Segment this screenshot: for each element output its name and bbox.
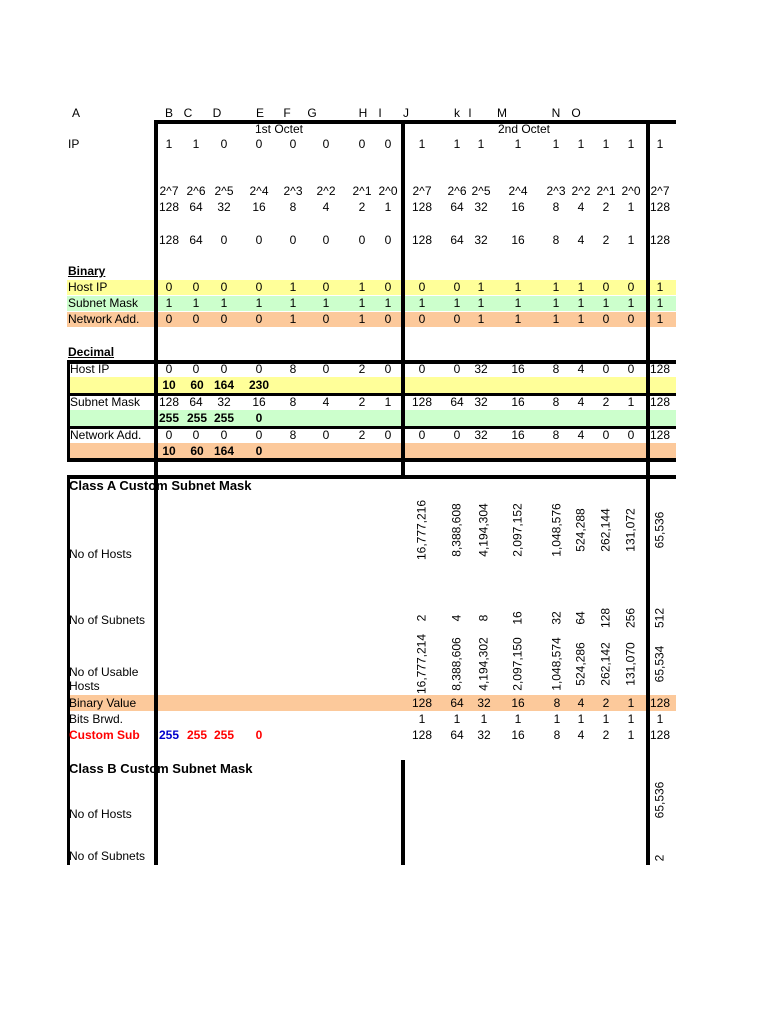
octet2-label: 2nd Octet: [497, 122, 551, 136]
power-label-cell: 2^7: [159, 184, 179, 198]
octet-total-cell: 164: [213, 444, 235, 458]
class-a-binary-value-cell: 8: [553, 696, 561, 710]
ip-weighted-cell: 16: [511, 233, 525, 247]
binary-subnet-mask-cell: 1: [384, 296, 392, 310]
class-b-hosts-label: No of Hosts: [69, 807, 132, 821]
class-a-usable-cell: 2,097,150: [510, 637, 525, 691]
border-right-octet2: [646, 120, 650, 865]
ip-bit-cell: 1: [192, 137, 200, 151]
ip-weighted-cell: 64: [450, 233, 464, 247]
ip-bit-cell: 1: [602, 137, 610, 151]
weight-cell: 32: [474, 200, 488, 214]
class-a-custom-value-cell: 2: [602, 728, 610, 742]
binary-subnet-mask-cell: 1: [602, 296, 610, 310]
column-letter: l: [468, 106, 472, 120]
class-a-binary-value-cell: 16: [511, 696, 525, 710]
decimal-host-ip-cell: 32: [474, 362, 488, 376]
binary-host-ip-cell: 0: [602, 280, 610, 294]
binary-host-ip-label: Host IP: [68, 280, 108, 294]
decimal-host-ip-cell: 0: [384, 362, 392, 376]
decimal-network-add-label: Network Add.: [70, 428, 142, 442]
decimal-subnet-mask-cell: 8: [289, 395, 297, 409]
ip-bit-cell: 1: [577, 137, 585, 151]
ip-weighted-cell: 128: [411, 233, 433, 247]
ip-weighted-cell: 0: [322, 233, 330, 247]
class-a-bits-cell: 1: [514, 712, 522, 726]
binary-network-add-cell: 1: [289, 312, 297, 326]
decimal-network-add-cell: 128: [649, 428, 671, 442]
weight-cell: 2: [358, 200, 366, 214]
ip-bit-cell: 1: [165, 137, 173, 151]
ip-bit-cell: 1: [627, 137, 635, 151]
ip-weighted-cell: 0: [289, 233, 297, 247]
ip-bit-cell: 0: [358, 137, 366, 151]
weight-cell: 16: [511, 200, 525, 214]
class-a-binary-value-cell: 128: [411, 696, 433, 710]
ip-bit-cell: 1: [514, 137, 522, 151]
decimal-host-ip-cell: 0: [220, 362, 228, 376]
decimal-subnet-mask-cell: 1: [627, 395, 635, 409]
class-a-binary-value-cell: 32: [477, 696, 491, 710]
border-octet-divider-lower: [401, 760, 405, 865]
power-label-cell: 2^3: [283, 184, 303, 198]
binary-subnet-mask-cell: 1: [255, 296, 263, 310]
binary-subnet-mask-cell: 1: [289, 296, 297, 310]
class-a-hosts-label: No of Hosts: [69, 547, 132, 561]
decimal-network-add-cell: 0: [192, 428, 200, 442]
decimal-host-ip-total-band: [67, 377, 676, 393]
custom-sub-octet-cell: 255: [213, 728, 235, 742]
weight-cell: 4: [322, 200, 330, 214]
decimal-subnet-mask-cell: 4: [577, 395, 585, 409]
binary-network-add-cell: 1: [552, 312, 560, 326]
decimal-network-add-cell: 2: [358, 428, 366, 442]
power-label-cell: 2^2: [316, 184, 336, 198]
binary-host-ip-cell: 0: [220, 280, 228, 294]
binary-host-ip-cell: 0: [255, 280, 263, 294]
binary-subnet-mask-cell: 1: [477, 296, 485, 310]
binary-network-add-cell: 0: [255, 312, 263, 326]
octet-total-cell: 10: [162, 378, 176, 392]
decimal-network-add-total-band: [67, 443, 676, 459]
decimal-host-ip-cell: 0: [602, 362, 610, 376]
class-a-subnets-cell: 128: [598, 607, 613, 629]
binary-host-ip-cell: 1: [552, 280, 560, 294]
class-a-hosts-cell: 8,388,608: [449, 503, 464, 557]
class-a-bits-cell: 1: [480, 712, 488, 726]
column-letter: A: [72, 106, 81, 120]
ip-weighted-cell: 0: [358, 233, 366, 247]
binary-subnet-mask-cell: 1: [552, 296, 560, 310]
power-label-cell: 2^7: [412, 184, 432, 198]
column-letter: k: [454, 106, 460, 120]
column-letter: G: [307, 106, 317, 120]
weight-cell: 1: [384, 200, 392, 214]
octet-total-cell: 0: [255, 444, 263, 458]
decimal-network-add-cell: 0: [255, 428, 263, 442]
column-letter: M: [497, 106, 507, 120]
decimal-box-bottom: [67, 458, 676, 462]
class-a-custom-value-cell: 32: [477, 728, 491, 742]
decimal-network-add-cell: 4: [577, 428, 585, 442]
binary-network-add-cell: 0: [165, 312, 173, 326]
class-a-usable-cell: 262,142: [598, 642, 613, 686]
octet-total-cell: 164: [213, 378, 235, 392]
ip-weighted-cell: 0: [255, 233, 263, 247]
class-b-title: Class B Custom Subnet Mask: [69, 761, 253, 776]
decimal-subnet-mask-cell: 128: [649, 395, 671, 409]
decimal-network-add-cell: 0: [602, 428, 610, 442]
power-label-cell: 2^1: [596, 184, 616, 198]
ip-bit-cell: 1: [477, 137, 485, 151]
ip-bit-cell: 1: [453, 137, 461, 151]
ip-weighted-cell: 32: [474, 233, 488, 247]
custom-sub-octet-cell: 0: [255, 728, 263, 742]
weight-cell: 128: [411, 200, 433, 214]
decimal-host-ip-cell: 8: [289, 362, 297, 376]
ip-bit-cell: 0: [384, 137, 392, 151]
custom-sub-octet-cell: 255: [186, 728, 208, 742]
decimal-subnet-mask-cell: 128: [158, 395, 180, 409]
decimal-subnet-mask-cell: 8: [552, 395, 560, 409]
ip-weighted-cell: 64: [189, 233, 203, 247]
class-a-custom-value-cell: 1: [627, 728, 635, 742]
binary-subnet-mask-cell: 1: [514, 296, 522, 310]
binary-host-ip-cell: 1: [477, 280, 485, 294]
decimal-host-ip-cell: 0: [627, 362, 635, 376]
octet-total-cell: 60: [190, 444, 204, 458]
column-letter: H: [358, 106, 368, 120]
decimal-host-ip-cell: 0: [418, 362, 426, 376]
binary-network-add-cell: 0: [418, 312, 426, 326]
decimal-network-add-cell: 8: [289, 428, 297, 442]
ip-bit-cell: 1: [552, 137, 560, 151]
binary-host-ip-cell: 1: [656, 280, 664, 294]
class-a-binary-value-cell: 4: [577, 696, 585, 710]
binary-network-add-cell: 0: [384, 312, 392, 326]
class-a-subnets-cell: 16: [510, 611, 525, 625]
decimal-host-ip-cell: 0: [255, 362, 263, 376]
binary-host-ip-cell: 1: [577, 280, 585, 294]
column-letter: O: [571, 106, 581, 120]
binary-network-add-label: Network Add.: [68, 312, 140, 326]
class-b-subnets-label: No of Subnets: [69, 849, 146, 863]
class-a-subnets-cell: 8: [476, 614, 491, 622]
class-a-subnets-cell: 512: [652, 607, 667, 629]
power-label-cell: 2^3: [546, 184, 566, 198]
binary-host-ip-cell: 1: [514, 280, 522, 294]
ip-weighted-cell: 128: [649, 233, 671, 247]
weight-cell: 16: [252, 200, 266, 214]
octet1-label: 1st Octet: [254, 122, 304, 136]
decimal-network-add-cell: 0: [418, 428, 426, 442]
binary-network-add-cell: 1: [656, 312, 664, 326]
ip-weighted-cell: 128: [158, 233, 180, 247]
power-label-cell: 2^1: [352, 184, 372, 198]
ip-weighted-cell: 0: [220, 233, 228, 247]
binary-host-ip-cell: 0: [627, 280, 635, 294]
class-a-subnets-cell: 32: [549, 611, 564, 625]
decimal-host-ip-cell: 0: [322, 362, 330, 376]
weight-cell: 8: [289, 200, 297, 214]
class-a-hosts-cell: 16,777,216: [414, 499, 429, 561]
class-a-binary-value-cell: 2: [602, 696, 610, 710]
class-a-hosts-cell: 65,536: [652, 511, 667, 549]
power-label-cell: 2^5: [471, 184, 491, 198]
ip-bit-cell: 1: [418, 137, 426, 151]
octet-total-cell: 255: [158, 411, 180, 425]
class-a-subnets-cell: 64: [573, 611, 588, 625]
binary-subnet-mask-cell: 1: [220, 296, 228, 310]
ip-weighted-cell: 4: [577, 233, 585, 247]
ip-weighted-cell: 2: [602, 233, 610, 247]
column-letter: F: [283, 106, 291, 120]
ip-bit-cell: 0: [322, 137, 330, 151]
border-octet-divider: [401, 120, 405, 475]
power-label-cell: 2^6: [186, 184, 206, 198]
binary-network-add-cell: 1: [358, 312, 366, 326]
column-letter: N: [551, 106, 561, 120]
binary-network-add-cell: 0: [192, 312, 200, 326]
binary-subnet-mask-cell: 1: [358, 296, 366, 310]
class-a-usable-cell: 131,070: [623, 642, 638, 686]
binary-host-ip-cell: 0: [165, 280, 173, 294]
decimal-network-add-cell: 0: [627, 428, 635, 442]
weight-cell: 128: [158, 200, 180, 214]
weight-cell: 8: [552, 200, 560, 214]
ip-bit-cell: 0: [255, 137, 263, 151]
class-a-hosts-cell: 262,144: [598, 508, 613, 552]
binary-network-add-cell: 1: [514, 312, 522, 326]
decimal-network-add-cell: 0: [220, 428, 228, 442]
class-a-custom-value-cell: 16: [511, 728, 525, 742]
decimal-subnet-mask-cell: 64: [450, 395, 464, 409]
decimal-host-ip-cell: 0: [165, 362, 173, 376]
class-b-subnets-cell: 2: [652, 854, 667, 862]
binary-heading: Binary: [68, 264, 106, 278]
weight-cell: 4: [577, 200, 585, 214]
class-a-custom-label: Custom Sub: [69, 728, 140, 742]
class-a-usable-cell: 8,388,606: [449, 637, 464, 691]
column-letter: J: [403, 106, 409, 120]
decimal-subnet-mask-cell: 128: [411, 395, 433, 409]
decimal-subnet-mask-cell: 64: [189, 395, 203, 409]
octet-total-cell: 0: [255, 411, 263, 425]
binary-subnet-mask-cell: 1: [627, 296, 635, 310]
class-a-hosts-cell: 1,048,576: [549, 503, 564, 557]
weight-cell: 64: [450, 200, 464, 214]
decimal-heading: Decimal: [68, 345, 115, 359]
ip-label: IP: [68, 137, 80, 151]
binary-host-ip-cell: 1: [289, 280, 297, 294]
class-a-hosts-cell: 4,194,304: [476, 503, 491, 557]
class-a-bits-cell: 1: [602, 712, 610, 726]
custom-sub-octet-cell: 255: [158, 728, 180, 742]
class-a-custom-value-cell: 128: [411, 728, 433, 742]
class-a-title: Class A Custom Subnet Mask: [69, 478, 252, 493]
class-a-bits-cell: 1: [627, 712, 635, 726]
class-a-custom-value-cell: 128: [649, 728, 671, 742]
binary-network-add-cell: 0: [322, 312, 330, 326]
class-a-bits-cell: 1: [418, 712, 426, 726]
column-letter: B: [164, 106, 174, 120]
decimal-network-add-cell: 32: [474, 428, 488, 442]
decimal-host-ip-cell: 16: [511, 362, 525, 376]
binary-network-add-cell: 0: [453, 312, 461, 326]
class-a-bits-cell: 1: [453, 712, 461, 726]
class-a-hosts-cell: 524,288: [573, 508, 588, 552]
class-a-binary-value-cell: 128: [649, 696, 671, 710]
decimal-host-ip-label: Host IP: [70, 362, 110, 376]
binary-subnet-mask-cell: 1: [165, 296, 173, 310]
column-letter: D: [212, 106, 222, 120]
decimal-network-add-cell: 8: [552, 428, 560, 442]
decimal-network-add-cell: 16: [511, 428, 525, 442]
class-a-binary-value-cell: 1: [627, 696, 635, 710]
decimal-network-add-cell: 0: [165, 428, 173, 442]
weight-cell: 32: [217, 200, 231, 214]
decimal-subnet-mask-cell: 2: [602, 395, 610, 409]
binary-host-ip-cell: 0: [322, 280, 330, 294]
decimal-subnet-mask-cell: 32: [217, 395, 231, 409]
class-a-bits-cell: 1: [656, 712, 664, 726]
class-a-bits-cell: 1: [577, 712, 585, 726]
decimal-subnet-mask-cell: 4: [322, 395, 330, 409]
octet-total-cell: 255: [213, 411, 235, 425]
binary-subnet-mask-cell: 1: [453, 296, 461, 310]
class-b-hosts-cell: 65,536: [652, 781, 667, 819]
class-a-bits-cell: 1: [553, 712, 561, 726]
column-letter: C: [183, 106, 193, 120]
octet-total-cell: 60: [190, 378, 204, 392]
binary-subnet-mask-cell: 1: [577, 296, 585, 310]
decimal-subnet-mask-label: Subnet Mask: [70, 395, 141, 409]
power-label-cell: 2^0: [621, 184, 641, 198]
binary-network-add-cell: 0: [220, 312, 228, 326]
binary-subnet-mask-cell: 1: [656, 296, 664, 310]
column-letter: I: [378, 106, 382, 120]
class-a-subnets-cell: 2: [414, 614, 429, 622]
class-a-custom-value-cell: 64: [450, 728, 464, 742]
class-a-hosts-cell: 131,072: [623, 508, 638, 552]
power-label-cell: 2^6: [447, 184, 467, 198]
ip-bit-cell: 0: [220, 137, 228, 151]
binary-host-ip-cell: 0: [384, 280, 392, 294]
binary-subnet-mask-label: Subnet Mask: [68, 296, 139, 310]
binary-subnet-mask-cell: 1: [418, 296, 426, 310]
class-a-bits-label: Bits Brwd.: [69, 712, 124, 726]
binary-subnet-mask-cell: 1: [192, 296, 200, 310]
power-label-cell: 2^2: [571, 184, 591, 198]
class-a-usable-cell: 4,194,302: [476, 637, 491, 691]
ip-bit-cell: 1: [656, 137, 664, 151]
class-a-usable-cell: 1,048,574: [549, 637, 564, 691]
power-label-cell: 2^5: [214, 184, 234, 198]
class-a-custom-value-cell: 8: [553, 728, 561, 742]
decimal-host-ip-cell: 0: [192, 362, 200, 376]
weight-cell: 128: [649, 200, 671, 214]
power-label-cell: 2^7: [650, 184, 670, 198]
decimal-network-add-cell: 0: [453, 428, 461, 442]
ip-weighted-cell: 0: [384, 233, 392, 247]
binary-network-add-cell: 0: [602, 312, 610, 326]
binary-network-add-cell: 1: [577, 312, 585, 326]
binary-network-add-cell: 1: [477, 312, 485, 326]
octet-total-cell: 230: [248, 378, 270, 392]
weight-cell: 2: [602, 200, 610, 214]
class-a-subnets-cell: 4: [449, 614, 464, 622]
ip-bit-cell: 0: [289, 137, 297, 151]
class-a-usable-cell: 524,286: [573, 642, 588, 686]
column-letter: E: [255, 106, 265, 120]
class-a-hosts-cell: 2,097,152: [510, 503, 525, 557]
decimal-network-add-cell: 0: [322, 428, 330, 442]
class-a-binary-value-cell: 64: [450, 696, 464, 710]
class-a-usable-label: No of Usable Hosts: [69, 665, 139, 693]
ip-weighted-cell: 1: [627, 233, 635, 247]
weight-cell: 1: [627, 200, 635, 214]
decimal-network-add-cell: 0: [384, 428, 392, 442]
decimal-host-ip-cell: 4: [577, 362, 585, 376]
decimal-host-ip-cell: 2: [358, 362, 366, 376]
class-a-binary-value-label: Binary Value: [69, 696, 137, 710]
binary-host-ip-cell: 1: [358, 280, 366, 294]
binary-host-ip-cell: 0: [192, 280, 200, 294]
power-label-cell: 2^0: [378, 184, 398, 198]
decimal-host-ip-cell: 0: [453, 362, 461, 376]
binary-network-add-cell: 0: [627, 312, 635, 326]
class-a-subnets-label: No of Subnets: [69, 613, 146, 627]
weight-cell: 64: [189, 200, 203, 214]
power-label-cell: 2^4: [508, 184, 528, 198]
decimal-host-ip-cell: 128: [649, 362, 671, 376]
decimal-subnet-mask-cell: 16: [252, 395, 266, 409]
decimal-subnet-mask-cell: 1: [384, 395, 392, 409]
binary-host-ip-cell: 0: [418, 280, 426, 294]
binary-host-ip-cell: 0: [453, 280, 461, 294]
decimal-subnet-mask-cell: 32: [474, 395, 488, 409]
class-a-usable-cell: 16,777,214: [414, 633, 429, 695]
class-a-custom-value-cell: 4: [577, 728, 585, 742]
ip-weighted-cell: 8: [552, 233, 560, 247]
class-a-usable-cell: 65,534: [652, 645, 667, 683]
decimal-host-ip-cell: 8: [552, 362, 560, 376]
binary-subnet-mask-cell: 1: [322, 296, 330, 310]
decimal-subnet-mask-cell: 2: [358, 395, 366, 409]
octet-total-cell: 10: [162, 444, 176, 458]
power-label-cell: 2^4: [249, 184, 269, 198]
class-a-subnets-cell: 256: [623, 607, 638, 629]
octet-total-cell: 255: [186, 411, 208, 425]
decimal-subnet-mask-cell: 16: [511, 395, 525, 409]
